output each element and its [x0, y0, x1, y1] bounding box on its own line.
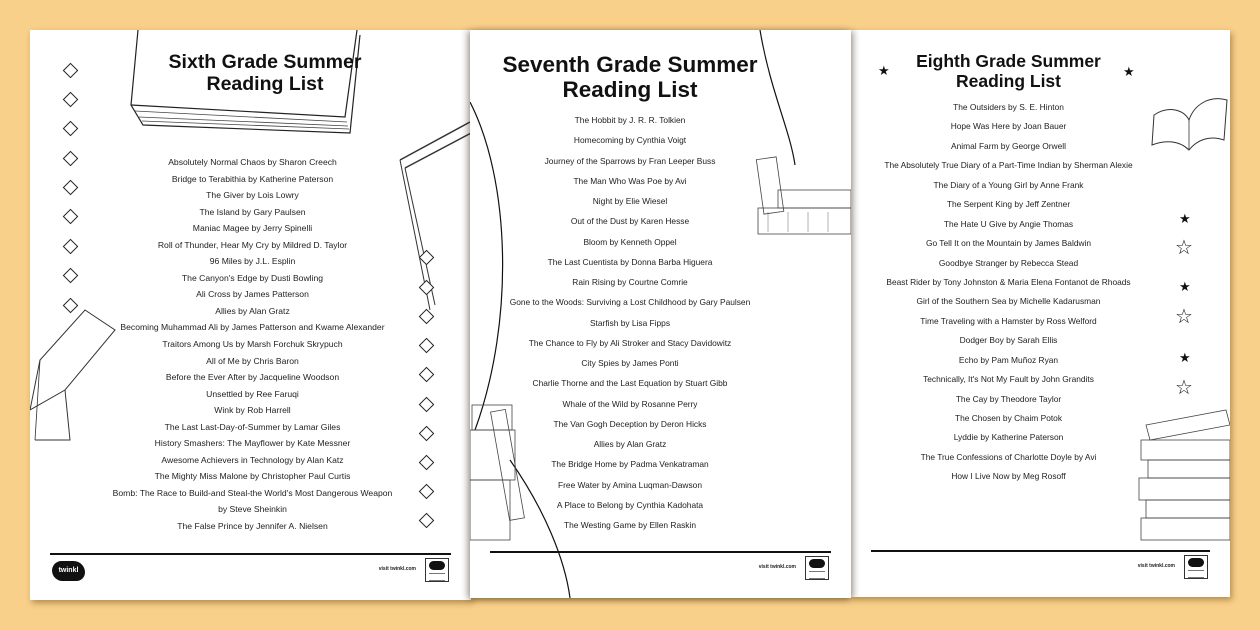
star-outline-icon: ☆	[1175, 377, 1193, 399]
list-item: The Last Last-Day-of-Summer by Lamar Giles	[164, 421, 341, 432]
list-item: City Spies by James Ponti	[581, 358, 679, 368]
list-item: Awesome Achievers in Technology by Alan Katz	[161, 454, 344, 465]
list-item: Goodbye Stranger by Rebecca Stead	[938, 257, 1079, 268]
list-item: Whale of the Wild by Rosanne Perry	[562, 398, 698, 409]
page-title: Eighth Grade Summer Reading List	[916, 51, 1101, 91]
book-list	[470, 110, 790, 535]
eighth-grade-sheet	[851, 30, 1230, 597]
list-item: The Man Who Was Poe by Avi	[573, 175, 687, 186]
checkbox-icon[interactable]	[419, 338, 435, 354]
checkbox-icon[interactable]	[419, 250, 435, 266]
list-item: Technically, It's Not My Fault by John Grandits	[923, 374, 1094, 385]
visit-link[interactable]: visit twinkl.com	[378, 566, 416, 572]
list-item: Bomb: The Race to Build-and Steal-the World's Most Dangerous Weapon	[112, 487, 393, 498]
checkbox-icon[interactable]	[63, 239, 79, 255]
book-list	[85, 154, 420, 535]
checkbox-icon[interactable]	[63, 298, 79, 314]
list-item: The Chance to Fly by Ali Stroker and Stacy Davidowitz	[528, 337, 732, 348]
list-item: Echo by Pam Muñoz Ryan	[958, 354, 1059, 365]
list-item: The Chosen by Chaim Potok	[954, 413, 1063, 423]
checkbox-icon[interactable]	[63, 268, 79, 284]
list-item: The Hobbit by J. R. R. Tolkien	[574, 115, 686, 125]
list-item: The Cay by Theodore Taylor	[955, 393, 1062, 404]
list-item: The Van Gogh Deception by Deron Hicks	[553, 418, 707, 429]
checkbox-icon[interactable]	[419, 397, 435, 413]
list-item: by Steve Sheinkin	[218, 504, 287, 515]
checkbox-icon[interactable]	[63, 209, 79, 225]
list-item: Rain Rising by Courtne Comrie	[572, 277, 688, 287]
page-title: Seventh Grade Summer Reading List	[502, 52, 758, 103]
checkbox-icon[interactable]	[63, 92, 79, 108]
list-item: Maniac Magee by Jerry Spinelli	[192, 223, 313, 234]
list-item: Girl of the Southern Sea by Michelle Kadarusman	[916, 296, 1101, 307]
list-item: Hope Was Here by Joan Bauer	[950, 121, 1067, 132]
footer-divider	[490, 551, 831, 553]
list-item: Wink by Rob Harrell	[214, 405, 291, 416]
list-item: Go Tell It on the Mountain by James Baldwin	[925, 238, 1092, 249]
list-item: How I Live Now by Meg Rosoff	[951, 471, 1066, 482]
star-outline-icon: ☆	[1175, 306, 1193, 328]
checkbox-icon[interactable]	[419, 280, 435, 296]
footer-divider	[871, 550, 1210, 552]
list-item: Gone to the Woods: Surviving a Lost Childhood by Gary Paulsen	[509, 297, 751, 308]
checkbox-icon[interactable]	[419, 426, 435, 442]
list-item: 96 Miles by J.L. Esplin	[209, 256, 296, 267]
page-title: Sixth Grade Summer Reading List	[168, 51, 362, 95]
quality-badge-icon	[1184, 555, 1208, 579]
list-item: Unsettled by Ree Faruqi	[206, 388, 299, 399]
star-outline-icon: ☆	[1175, 237, 1193, 259]
checkbox-icon[interactable]	[419, 367, 435, 383]
list-item: Allies by Alan Gratz	[215, 305, 290, 316]
footer-divider	[50, 553, 451, 555]
list-item: Allies by Alan Gratz	[593, 439, 667, 449]
list-item: All of Me by Chris Baron	[206, 355, 299, 366]
list-item: Free Water by Amina Luqman-Dawson	[558, 479, 702, 490]
list-item: Homecoming by Cynthia Voigt	[573, 135, 687, 146]
list-item: The Bridge Home by Padma Venkatraman	[551, 459, 709, 470]
list-item: Starfish by Lisa Fipps	[589, 317, 671, 328]
list-item: The Island by Gary Paulsen	[199, 206, 306, 217]
list-item: Night by Elie Wiesel	[592, 196, 668, 206]
list-item: Ali Cross by James Patterson	[196, 289, 309, 300]
list-item: History Smashers: The Mayflower by Kate Messner	[154, 438, 351, 449]
sixth-grade-sheet	[30, 30, 471, 600]
list-item: Absolutely Normal Chaos by Sharon Creech	[168, 157, 337, 167]
list-item: The Mighty Miss Malone by Christopher Paul Curtis	[154, 471, 351, 482]
checkbox-icon[interactable]	[419, 513, 435, 529]
checkbox-icon[interactable]	[63, 63, 79, 79]
checkbox-icon[interactable]	[419, 309, 435, 325]
list-item: Before the Ever After by Jacqueline Woodson	[165, 372, 340, 383]
seventh-grade-sheet	[470, 30, 851, 598]
list-item: The Giver by Lois Lowry	[206, 190, 299, 201]
list-item: The Absolutely True Diary of a Part-Time Indian by Sherman Alexie	[884, 160, 1133, 171]
list-item: The True Confessions of Charlotte Doyle by Avi	[920, 451, 1097, 462]
list-item: Time Traveling with a Hamster by Ross Welford	[920, 315, 1097, 326]
list-item: The Serpent King by Jeff Zentner	[946, 199, 1071, 210]
list-item: The Hate U Give by Angie Thomas	[943, 218, 1074, 229]
star-filled-icon: ★	[1179, 350, 1191, 365]
list-item: Journey of the Sparrows by Fran Leeper Buss	[544, 155, 716, 166]
list-item: The Canyon's Edge by Dusti Bowling	[181, 272, 324, 283]
list-item: Beast Rider by Tony Johnston & Maria Elena Fontanot de Rhoads	[886, 276, 1131, 287]
quality-badge-icon	[425, 558, 449, 582]
list-item: Dodger Boy by Sarah Ellis	[959, 335, 1058, 346]
checkbox-icon[interactable]	[63, 121, 79, 137]
checkbox-icon[interactable]	[419, 484, 435, 500]
checkbox-icon[interactable]	[419, 455, 435, 471]
book-list	[856, 98, 1161, 487]
list-item: The Diary of a Young Girl by Anne Frank	[933, 179, 1084, 190]
list-item: The Westing Game by Ellen Raskin	[563, 520, 697, 530]
list-item: The Last Cuentista by Donna Barba Higuera	[547, 256, 713, 267]
list-item: Traitors Among Us by Marsh Forchuk Skrypuch	[162, 339, 343, 350]
checkbox-icon[interactable]	[63, 180, 79, 196]
star-filled-icon: ★	[1123, 64, 1135, 79]
list-item: A Place to Belong by Cynthia Kadohata	[556, 499, 704, 510]
quality-badge-icon	[805, 556, 829, 580]
list-item: Becoming Muhammad Ali by James Patterson and Kwame Alexander	[120, 322, 385, 333]
visit-link[interactable]: visit twinkl.com	[1137, 563, 1175, 569]
list-item: The Outsiders by S. E. Hinton	[953, 102, 1064, 112]
list-item: Bloom by Kenneth Oppel	[583, 236, 677, 247]
list-item: Out of the Dust by Karen Hesse	[570, 216, 690, 227]
list-item: Charlie Thorne and the Last Equation by Stuart Gibb	[532, 378, 728, 389]
list-item: Bridge to Terabithia by Katherine Paterson	[171, 173, 334, 184]
star-filled-icon: ★	[1179, 279, 1191, 294]
list-item: Animal Farm by George Orwell	[951, 140, 1066, 151]
open-book-illustration-icon	[1149, 75, 1229, 155]
list-item: The False Prince by Jennifer A. Nielsen	[177, 521, 328, 532]
star-filled-icon: ★	[1179, 211, 1191, 226]
visit-link[interactable]: visit twinkl.com	[758, 564, 796, 570]
list-item: Roll of Thunder, Hear My Cry by Mildred D. Taylor	[157, 239, 348, 250]
list-item: Lyddie by Katherine Paterson	[953, 432, 1064, 443]
twinkl-logo: twinkl	[52, 561, 85, 581]
star-filled-icon: ★	[878, 63, 890, 78]
checkbox-icon[interactable]	[63, 151, 79, 167]
